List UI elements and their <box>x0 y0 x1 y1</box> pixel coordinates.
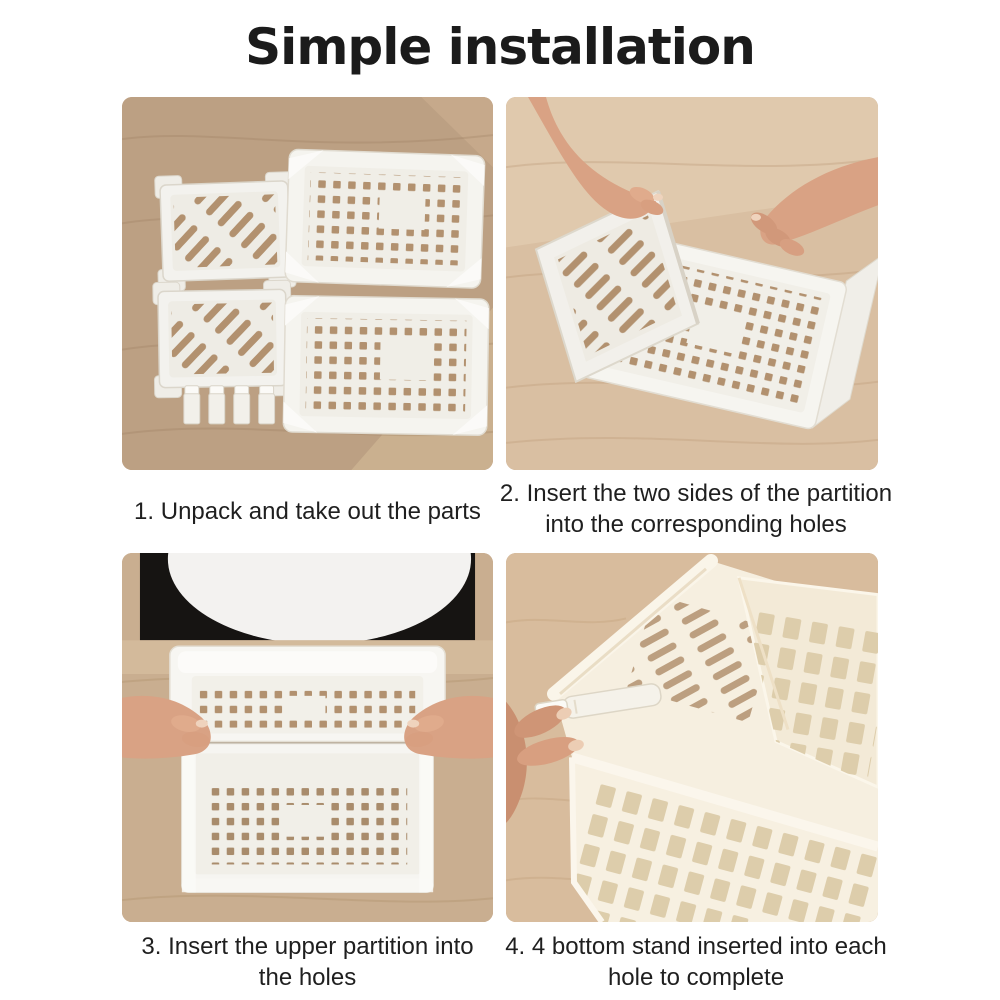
caption-line: 3. Insert the upper partition into <box>141 933 474 960</box>
upper-tray <box>170 646 445 741</box>
caption-line: the holes <box>258 964 357 991</box>
step-3-photo <box>122 553 493 922</box>
caption-line: into the corresponding holes <box>545 511 847 538</box>
side-partition-1 <box>155 172 297 292</box>
step-2-caption <box>496 476 896 542</box>
caption-line: 4. 4 bottom stand inserted into each <box>505 933 887 960</box>
step-2-illustration <box>506 97 878 470</box>
lower-basket <box>182 743 433 892</box>
step-1-caption <box>110 480 505 542</box>
caption-line: 2. Insert the two sides of the partition <box>499 480 893 507</box>
caption-line: 1. Unpack and take out the parts <box>134 497 481 525</box>
step-4-illustration <box>506 553 878 922</box>
step-3-caption <box>110 928 505 996</box>
step-4-photo <box>506 553 878 922</box>
shelf-tray-1 <box>285 149 485 288</box>
page-title: Simple installation <box>245 18 755 76</box>
side-partition-2 <box>153 280 293 398</box>
diagonal-vent-slots <box>173 194 277 268</box>
diagonal-vent-slots <box>171 303 274 375</box>
step-1-illustration <box>122 97 493 470</box>
caption-line: hole to complete <box>607 964 785 991</box>
step-4-caption <box>496 928 896 996</box>
step-3-illustration <box>122 553 493 922</box>
step-1-photo <box>122 97 493 470</box>
shelf-tray-2 <box>283 296 489 436</box>
step-2-photo <box>506 97 878 470</box>
